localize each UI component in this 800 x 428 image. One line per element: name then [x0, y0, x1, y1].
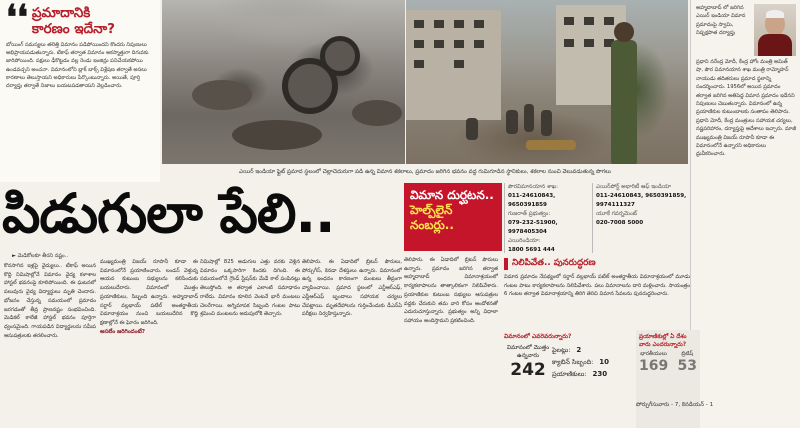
main-headline: పిడుగులా పేలి..: [2, 182, 335, 245]
helpline-label: గుజరాత్ ప్రభుత్వం:: [508, 211, 551, 217]
stat-label: క్యాబిన్ సిబ్బంది:: [552, 358, 594, 366]
nationality-british: [678, 351, 697, 374]
photo-caption: ఎయిర్ ఇండియా ఫ్లైట్ ప్రమాద స్థలంలో చెల్లాచెదురుగా పడి ఉన్న విమాన శకలాలు, ప్రమాదం జరిగిన భవనం వద్ద గుమిగూడిన స్థానికులు, శకలాల నుంచి వెలువడుతున్న పొగలు: [162, 165, 688, 179]
stat-label: ప్రయాణికులు:: [552, 370, 587, 378]
article-column-3: నిమిషాల్లో 825 అడుగుల ఎత్తు వరకు వెళ్లిన విమానం ఒక్కసారిగా కిందకు దిగింది. ఈ సమయంలోనే గ్రౌండ్ స్టేషన్‌కు మేడే కాల్ పంపినట్లు తెలుస్తోంది. ఆ తర్వాత ఎలాంటి సమాధానం రాలేదు. విమానం కూలిన వెంటనే భారీ మంటలు చెలరేగాయి. అగ్నిమాపక సిబ్బంది గంటల పాటు శ్రమించి మంటలను అదుపులోకి తెచ్చారు.: [200, 259, 300, 318]
helpline-number: 020-7008 5000: [596, 220, 644, 226]
right-column-body: ప్రధాని నరేంద్ర మోదీ, కేంద్ర హోం మంత్రి అమిత్ షా, పౌర విమానయాన శాఖ మంత్రి రామ్మోహన్ నాయుడు తదితరులు ప్రమాద స్థలాన్ని సందర్శించారు. 1956లో అయిన ప్రమాదం తర్వాత జరిగిన అతిపెద్ద విమాన ప్రమాదం ఇదేనని నిపుణులు చెబుతున్నారు. విమానంలో ఉన్న ప్రయాణికుల కుటుంబాలకు సంతాపం తెలిపారు. ప్రధాని మోదీ, కేంద్ర మంత్రులు సహాయక చర్యలు, నష్టపరిహారం, దర్యాప్తుపై ఆదేశాలు ఇచ్చారు. మాజీ ముఖ్యమంత్రి విజయ్ రూపానీ కూడా ఈ విమానంలోనే ఉన్నారని అధికారులు ధ్రువీకరించారు.: [696, 59, 797, 158]
helpline-item: [508, 183, 590, 210]
debris-pile: [352, 100, 402, 126]
article-column-2-text: ముఖ్యమంత్రి విజయ్ రూపానీ కూడా ఈ విమానంలోనే ప్రయాణించారు. లండన్ వెళ్తున్న ఆయన కుటుంబ సభ్యులను కలిసేందుకు బయలుదేరారు. విమానంలో మొత్తం ప్రయాణికులు, సిబ్బంది ఉన్నారు. అహ్మదాబాద్ సర్దార్ వల్లభాయ్ పటేల్ అంతర్జాతీయ విమానాశ్రయం నుంచి బయలుదేరిన కొద్ది క్షణాల్లోనే ఈ ఘోరం జరిగింది.: [100, 259, 198, 326]
building-photo: [406, 0, 688, 164]
helpline-list-right: [592, 183, 688, 253]
article-column-2-subhead: అసలేం జరిగిందంటే?: [100, 328, 146, 335]
intro-box: [0, 0, 160, 182]
total-label: విమానంలో మొత్తం ఉన్నవారు: [506, 345, 550, 359]
soldier-helmet: [614, 22, 634, 42]
soldier-silhouette: [611, 40, 637, 164]
helpline-item: [596, 183, 688, 210]
cylinder-debris: [526, 140, 576, 150]
helpline-number: 1800 5691 444: [508, 247, 555, 253]
section-marker: [504, 258, 508, 270]
subheadline: ► మెడికోలకూ తీరని నష్టం..: [12, 253, 68, 259]
landing-gear-wheel: [320, 36, 360, 76]
onboard-stats: [504, 344, 634, 428]
helpline-box: [404, 183, 502, 251]
helpline-list-left: [504, 183, 590, 253]
helpline-number: 011-24610843, 9650391859: [508, 193, 556, 208]
nationality-title: ప్రయాణికుల్లో ఏ దేశం వారు ఎందరున్నారు?: [639, 334, 687, 348]
article-column-5: తెలిపారు. ఈ ఏడాదిలో బ్రిటన్ పౌరులు ఉన్నారు. ప్రమాదం జరిగిన తర్వాత అహ్మదాబాద్ విమానాశ్రయంలో కార్యకలాపాలను తాత్కాలికంగా నిలిపివేశారు. ప్రయాణికుల కుటుంబ సభ్యులు ఆసుపత్రుల వద్దకు చేరుకుని తమ వారి కోసం ఆందోళనతో ఎదురుచూస్తున్నారు. ప్రభుత్వం అన్ని విధాలా సహాయం అందిస్తామని ప్రకటించింది.: [404, 257, 498, 324]
right-column: [690, 0, 800, 428]
stat-value: 230: [592, 370, 608, 378]
section-header: [504, 256, 690, 272]
other-nationalities: పోర్చుగీసువారు - 7, కెనడియన్ - 1: [636, 402, 714, 408]
helpline-item: [508, 237, 590, 253]
helpline-title-1: విమాన దుర్ఘటన..: [410, 188, 494, 202]
section-body: విమాన ప్రమాదం నేపథ్యంలో సర్దార్ వల్లభాయ్ పటేల్ అంతర్జాతీయ విమానాశ్రయంలో మూడు గంటల పాటు కార్యకలాపాలను నిలిపివేశారు. పలు విమానాలను దారి మళ్లించారు. సాయంత్రం 6 గంటల తర్వాత విమానాశ్రయాన్ని తిరిగి తెరిచి విమాన సేవలను పునరుద్ధరించారు.: [504, 274, 690, 298]
total-block: [506, 344, 550, 380]
stats-title: విమానంలో ఎవరెవరున్నారు?: [504, 333, 572, 340]
kicker-line-1: ప్రమాదానికి: [31, 5, 91, 21]
helpline-label: యూకే గవర్నమెంట్: [596, 211, 638, 217]
stat-row: [552, 356, 634, 368]
kicker-row: [6, 0, 154, 38]
nationality-count: 169: [639, 358, 669, 374]
nationality-indian: [639, 351, 668, 374]
total-count: 242: [510, 360, 546, 380]
helpline-item: [596, 210, 688, 228]
person-silhouette: [524, 104, 534, 132]
stat-value: 2: [576, 346, 582, 354]
stats-rows: [552, 344, 634, 380]
helpline-label: పౌరవిమానయాన శాఖ:: [508, 184, 559, 190]
stat-label: పైలట్లు:: [552, 346, 571, 354]
helpline-number: 011-24610843, 9650391859, 9974111327: [596, 193, 687, 208]
stat-value: 10: [599, 358, 610, 366]
helpline-number: 079-232-51900, 9978405304: [508, 220, 558, 235]
nationality-count: 53: [677, 358, 697, 374]
person-silhouette: [466, 118, 478, 140]
stat-row: [552, 368, 634, 380]
stat-row: [552, 344, 634, 356]
article-column-2: [100, 258, 198, 426]
nationality-label: బ్రిటిష్: [681, 351, 694, 357]
wreckage-photo: [162, 0, 405, 164]
debris-pile: [192, 80, 252, 110]
section-title: నిలిపివేత.. పునరుద్ధరణ: [512, 258, 596, 268]
article-column-4: తెలిపారు. ఈ ఏడాదిలో బ్రిటన్ పౌరులు, పోర్చుగీస్, కెనడా దేశస్తులు ఉన్నారు. విమానంలో ఉన్న ఇంధనం కారణంగా మంటలు తీవ్రంగా వ్యాపించాయి. ప్రమాద స్థలంలో ఎన్డీఆర్ఎఫ్, ఎస్డీఆర్ఎఫ్ బృందాలు సహాయక చర్యలు చేపట్టాయి. మృతదేహాలను గుర్తించేందుకు డీఎన్ఏ పరీక్షలు నిర్వహిస్తున్నారు.: [302, 259, 402, 318]
right-column-top-text: అహ్మదాబాద్ లో జరిగిన ఎయిర్ ఇండియా విమాన ప్రమాదంపై స్వామి, నిష్పక్షపాత దర్యాప్తు: [696, 5, 746, 37]
nationality-stats: [636, 330, 700, 428]
intro-body: బోయింగ్ సమస్యలు తలెత్తి విమానం పడిపోయిందని కొందరు నిపుణులు అభిప్రాయపడుతున్నారు. టేకాఫ్ తర్వాత విమానం అకస్మాత్తుగా దిగువకు జారిపోయింది. పక్షులు ఢీకొట్టడం వల్ల రెండు ఇంజిన్లు పనిచేయకపోయి ఉండవచ్చని అంచనా. విమానంలోని బ్లాక్ బాక్స్ విశ్లేషణ తర్వాతే అసలు కారణాలు తెలుస్తాయని అధికారులు పేర్కొంటున్నారు. అయితే, పూర్తి దర్యాప్తు తర్వాతే నిజాలు బయటపడతాయని వెల్లడించారు.: [6, 42, 149, 90]
portrait-suit: [758, 34, 792, 56]
helpline-item: [508, 210, 590, 237]
helpline-title-2: హెల్ప్‌లైన్ నంబర్లు..: [410, 203, 454, 232]
person-silhouette: [506, 110, 518, 134]
person-silhouette: [541, 110, 552, 136]
damaged-building: [406, 10, 501, 120]
helpline-label: ఎయిర్‌పోర్ట్ అథారిటీ ఆఫ్ ఇండియా: [596, 184, 672, 190]
helpline-label: ఎయిరిండియా:: [508, 238, 541, 244]
article-column-1: కొనసాగిన ఇళ్లపై వైద్యులు.. టేకాఫ్ అయిన కొద్ది నిమిషాల్లోనే విమానం వైద్య కళాశాల హాస్టల్ భవనంపై కూలిపోయింది. ఈ ఘటనలో పలువురు వైద్య విద్యార్థులు మృతి చెందారు. భోజనం చేస్తున్న సమయంలో ప్రమాదం జరగడంతో తీవ్ర ప్రాణనష్టం సంభవించింది. మెడికల్ కాలేజీ హాస్టల్ భవనం పూర్తిగా ధ్వంసమైంది. గాయపడిన విద్యార్థులను సమీప ఆసుపత్రులకు తరలించారు.: [4, 263, 96, 339]
portrait-photo: [754, 4, 796, 56]
nationality-columns: [639, 351, 697, 374]
kicker: [32, 5, 115, 37]
nationality-label: భారతీయులు: [640, 351, 667, 357]
quote-mark-icon: ❛❛: [6, 0, 28, 38]
portrait-hair: [766, 10, 784, 18]
debris-pile: [232, 120, 322, 150]
kicker-line-2: కారణం ఇదేనా?: [31, 21, 116, 37]
